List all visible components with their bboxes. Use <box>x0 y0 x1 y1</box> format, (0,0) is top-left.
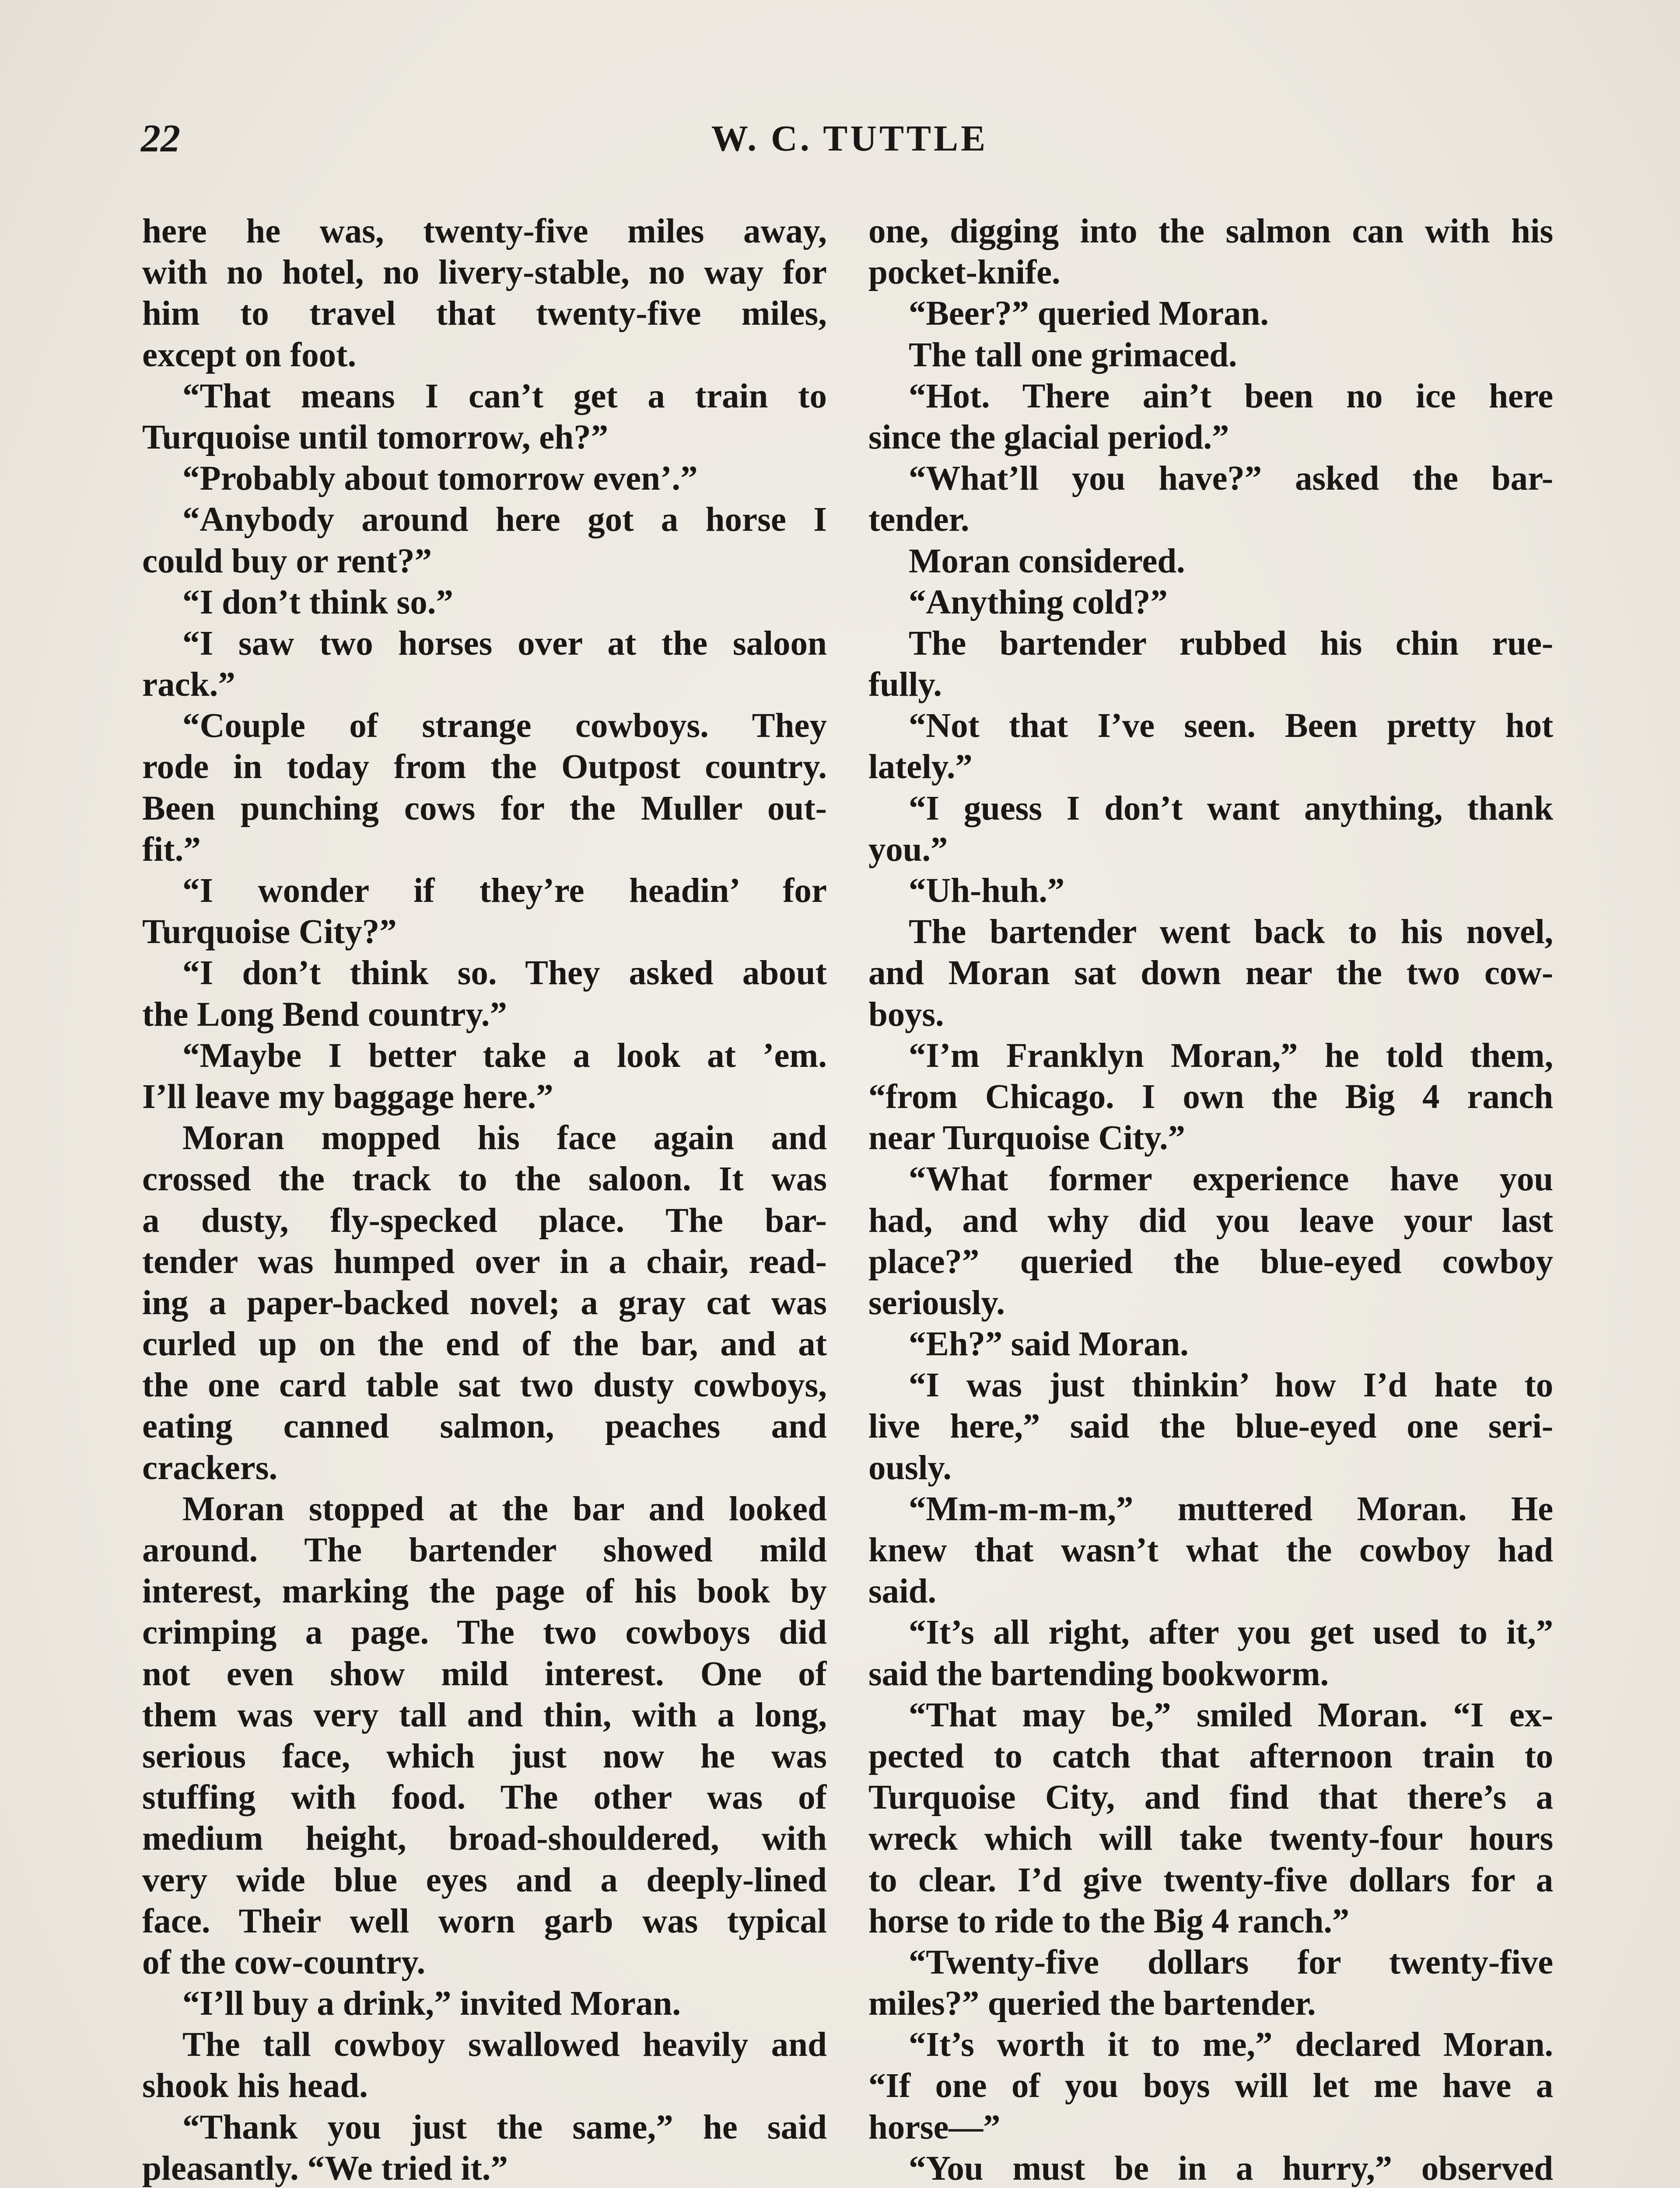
text-line: “Eh?” said Moran. <box>909 1325 1189 1364</box>
text-line: The tall one grimaced. <box>909 336 1237 374</box>
text-line: “I saw two horses over at the saloon <box>182 624 827 663</box>
text-line: wreck which will take twenty-four hours <box>868 1820 1553 1858</box>
text-line: Turquoise City?” <box>142 913 397 951</box>
text-line: “That may be,” smiled Moran. “I ex- <box>909 1696 1553 1734</box>
text-line: boys. <box>868 995 944 1034</box>
text-line: interest, marking the page of his book by <box>142 1572 827 1611</box>
text-line: around. The bartender showed mild <box>142 1531 827 1569</box>
text-line: “from Chicago. I own the Big 4 ranch <box>868 1077 1553 1116</box>
text-line: horse to ride to the Big 4 ranch.” <box>868 1902 1350 1940</box>
text-line: “I’ll buy a drink,” invited Moran. <box>182 1985 681 2023</box>
text-line: Moran mopped his face again and <box>182 1119 827 1157</box>
text-line: pected to catch that afternoon train to <box>868 1737 1553 1775</box>
text-line: except on foot. <box>142 336 357 374</box>
text-line: live here,” said the blue-eyed one seri- <box>868 1407 1553 1446</box>
running-head-author: W. C. TUTTLE <box>711 118 988 159</box>
text-line: him to travel that twenty-five miles, <box>142 295 827 333</box>
text-line: tender. <box>868 501 970 539</box>
text-line: Moran stopped at the bar and looked <box>182 1490 827 1528</box>
text-line: serious face, which just now he was <box>142 1737 827 1775</box>
text-line: here he was, twenty-five miles away, <box>142 212 827 250</box>
text-line: not even show mild interest. One of <box>142 1655 827 1693</box>
text-line: “Not that I’ve seen. Been pretty hot <box>909 707 1553 745</box>
text-line: “Probably about tomorrow even’.” <box>182 459 698 498</box>
text-line: “It’s all right, after you get used to it,” <box>909 1613 1553 1652</box>
text-line: “What former experience have you <box>909 1160 1553 1199</box>
text-line: ously. <box>868 1448 952 1487</box>
page-number: 22 <box>141 117 180 160</box>
text-line: crimping a page. The two cowboys did <box>142 1613 827 1652</box>
text-line: “If one of you boys will let me have a <box>868 2067 1553 2105</box>
text-line: “You must be in a hurry,” observed <box>909 2149 1553 2188</box>
text-line: Moran considered. <box>909 542 1185 580</box>
page-header <box>141 115 1558 163</box>
text-line: eating canned salmon, peaches and <box>142 1407 827 1446</box>
text-line: “What’ll you have?” asked the bar- <box>909 459 1553 498</box>
right-text-column <box>868 211 1553 2188</box>
text-line: them was very tall and thin, with a long, <box>142 1696 827 1734</box>
text-line: fully. <box>868 666 942 704</box>
text-line: and Moran sat down near the two cow- <box>868 954 1553 992</box>
text-line: very wide blue eyes and a deeply-lined <box>142 1861 827 1899</box>
text-line: medium height, broad-shouldered, with <box>142 1820 827 1858</box>
text-line: the Long Bend country.” <box>142 995 508 1034</box>
text-line: a dusty, fly-specked place. The bar- <box>142 1201 827 1240</box>
text-line: “Couple of strange cowboys. They <box>182 707 827 745</box>
text-line: The bartender rubbed his chin rue- <box>909 624 1553 663</box>
text-line: said the bartending bookworm. <box>868 1655 1329 1693</box>
text-line: miles?” queried the bartender. <box>868 1985 1316 2023</box>
text-line: Been punching cows for the Muller out- <box>142 789 827 828</box>
text-line: pleasantly. “We tried it.” <box>142 2149 508 2188</box>
text-line: “I’m Franklyn Moran,” he told them, <box>909 1036 1553 1075</box>
text-line: “Thank you just the same,” he said <box>182 2108 827 2146</box>
text-line: with no hotel, no livery-stable, no way for <box>142 253 827 292</box>
text-line: pocket-knife. <box>868 253 1060 292</box>
text-line: seriously. <box>868 1283 1005 1322</box>
text-line: The bartender went back to his novel, <box>909 913 1553 951</box>
text-line: Turquoise City, and find that there’s a <box>868 1778 1553 1817</box>
text-line: stuffing with food. The other was of <box>142 1778 827 1817</box>
text-line: “It’s worth it to me,” declared Moran. <box>909 2026 1553 2064</box>
text-line: rode in today from the Outpost country. <box>142 748 827 786</box>
text-line: face. Their well worn garb was typical <box>142 1902 827 1940</box>
text-line: had, and why did you leave your last <box>868 1201 1553 1240</box>
text-line: “Anything cold?” <box>909 583 1168 621</box>
text-line: horse—” <box>868 2108 1001 2146</box>
text-line: “I guess I don’t want anything, thank <box>909 789 1553 828</box>
text-line: Turquoise until tomorrow, eh?” <box>142 418 609 456</box>
text-line: curled up on the end of the bar, and at <box>142 1325 827 1364</box>
text-line: The tall cowboy swallowed heavily and <box>182 2026 827 2064</box>
text-line: near Turquoise City.” <box>868 1119 1185 1157</box>
text-line: “I wonder if they’re headin’ for <box>182 872 827 910</box>
text-line: could buy or rent?” <box>142 542 432 580</box>
text-line: “Anybody around here got a horse I <box>182 501 827 539</box>
text-line: since the glacial period.” <box>868 418 1229 456</box>
text-line: “Maybe I better take a look at ’em. <box>182 1036 827 1075</box>
text-line: I’ll leave my baggage here.” <box>142 1077 553 1116</box>
text-line: fit.” <box>142 830 201 869</box>
text-line: the one card table sat two dusty cowboys, <box>142 1366 827 1405</box>
text-line: lately.” <box>868 748 973 786</box>
text-line: “Beer?” queried Moran. <box>909 295 1269 333</box>
text-line: one, digging into the salmon can with his <box>868 212 1553 250</box>
text-line: crossed the track to the saloon. It was <box>142 1160 827 1199</box>
text-line: ing a paper-backed novel; a gray cat was <box>142 1283 827 1322</box>
text-line: “I was just thinkin’ how I’d hate to <box>909 1366 1553 1405</box>
text-line: crackers. <box>142 1448 278 1487</box>
text-line: to clear. I’d give twenty-five dollars for a <box>868 1861 1553 1899</box>
text-line: “I don’t think so.” <box>182 583 454 621</box>
text-line: “That means I can’t get a train to <box>182 377 827 415</box>
text-line: of the cow-country. <box>142 1943 426 1981</box>
text-line: “Mm-m-m-m,” muttered Moran. He <box>909 1490 1553 1528</box>
text-line: “Hot. There ain’t been no ice here <box>909 377 1553 415</box>
text-line: “Twenty-five dollars for twenty-five <box>909 1943 1553 1981</box>
text-line: knew that wasn’t what the cowboy had <box>868 1531 1553 1569</box>
text-line: rack.” <box>142 666 235 704</box>
text-line: said. <box>868 1572 936 1611</box>
text-line: place?” queried the blue-eyed cowboy <box>868 1242 1553 1281</box>
text-line: shook his head. <box>142 2067 368 2105</box>
text-line: “I don’t think so. They asked about <box>182 954 827 992</box>
text-line: you.” <box>868 830 948 869</box>
left-text-column <box>142 211 827 2188</box>
text-line: tender was humped over in a chair, read- <box>142 1242 827 1281</box>
text-line: “Uh-huh.” <box>909 872 1065 910</box>
